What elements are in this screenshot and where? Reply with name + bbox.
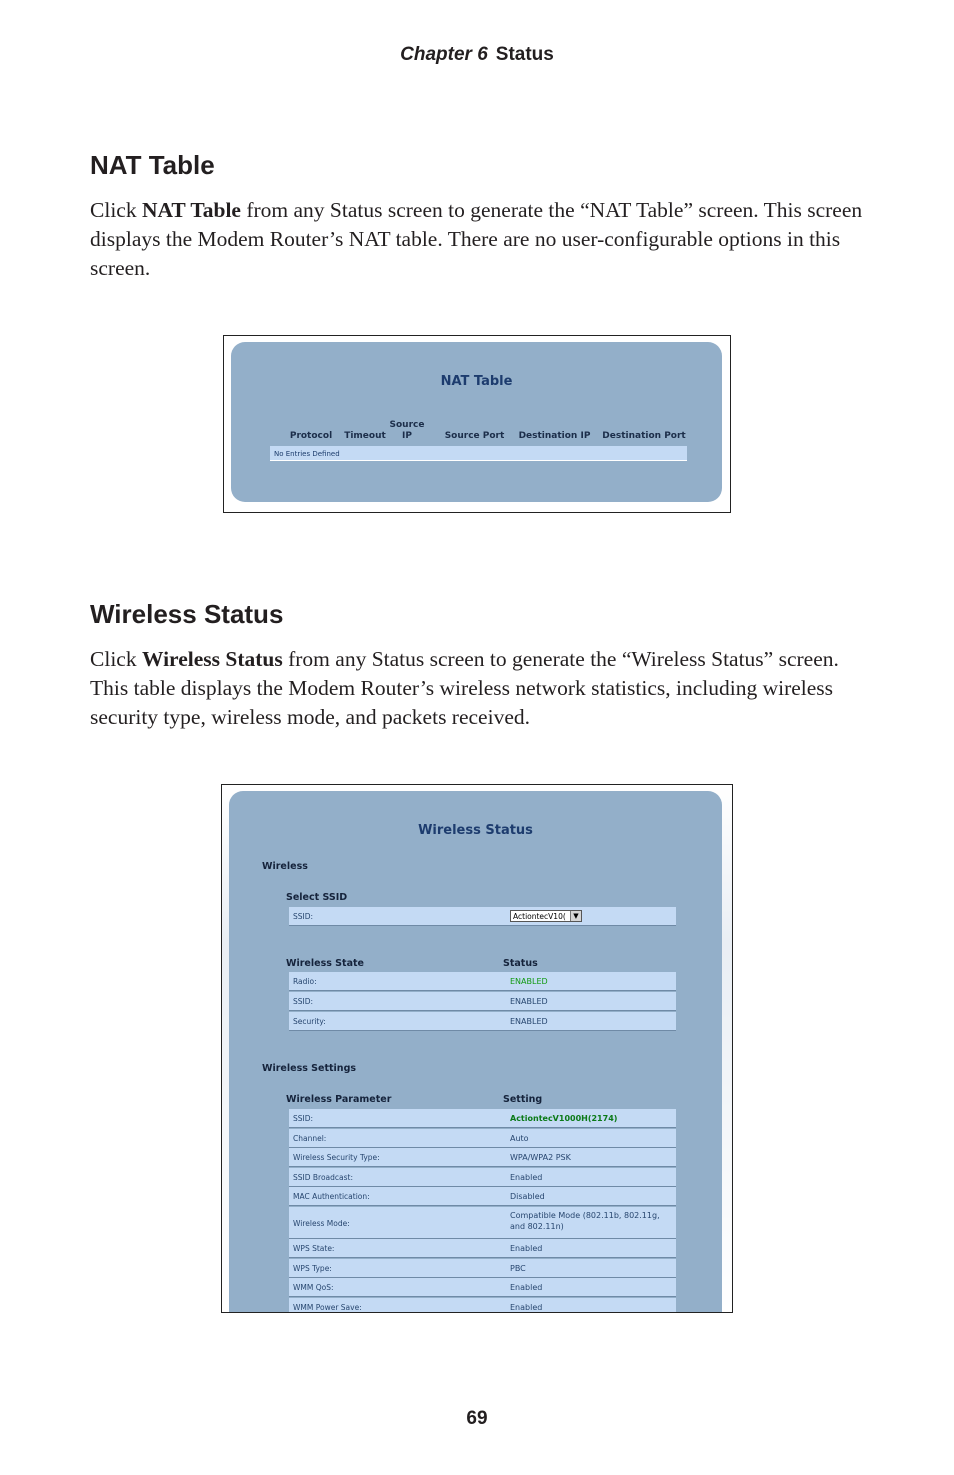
- settings-row: [289, 1187, 676, 1206]
- wireless-section-body: [90, 645, 880, 732]
- nat-section-body: [90, 196, 880, 283]
- settings-value: ActiontecV1000H(2174): [510, 1114, 618, 1123]
- settings-value: Enabled: [510, 1303, 543, 1312]
- wireless-panel-title: Wireless Status: [418, 823, 533, 838]
- nat-col-timeout: Timeout: [344, 431, 386, 441]
- settings-key: WMM Power Save:: [293, 1303, 362, 1312]
- wireless-group-label: Wireless: [262, 861, 308, 872]
- nat-empty-row: No Entries Defined: [270, 446, 687, 461]
- body-rest: from any Status screen to generate the “Wireless Status” screen. This table displays the Modem Router’s wireless network statistics, including wireless security type, wireless mode, and packets received.: [90, 647, 839, 729]
- settings-value: Compatible Mode (802.11b, 802.11g, and 802.11n): [510, 1211, 660, 1231]
- state-row-radio: [289, 972, 676, 991]
- settings-key: WPS State:: [293, 1244, 335, 1253]
- body-prefix: Click: [90, 647, 142, 671]
- settings-row: [289, 1168, 676, 1187]
- settings-value: WPA/WPA2 PSK: [510, 1153, 571, 1162]
- settings-value: Disabled: [510, 1192, 545, 1201]
- state-key: Radio:: [293, 977, 317, 986]
- state-header-left: Wireless State: [286, 958, 364, 969]
- ssid-select-row: [289, 907, 676, 926]
- wireless-section-heading: Wireless Status: [90, 599, 284, 629]
- settings-row: [289, 1129, 676, 1148]
- state-value: ENABLED: [510, 977, 548, 986]
- ssid-select-key: SSID:: [293, 912, 314, 921]
- chapter-label: Chapter 6: [400, 44, 488, 65]
- settings-key: WMM QoS:: [293, 1283, 334, 1292]
- settings-key: SSID Broadcast:: [293, 1173, 353, 1182]
- chevron-down-icon[interactable]: ▼: [570, 911, 581, 921]
- ssid-select-value: ActiontecV10(: [513, 912, 566, 921]
- settings-key: Wireless Security Type:: [293, 1153, 380, 1162]
- settings-value: PBC: [510, 1264, 526, 1273]
- state-value: ENABLED: [510, 997, 548, 1006]
- nat-col-source-port: Source Port: [444, 431, 505, 441]
- settings-row: [289, 1239, 676, 1258]
- settings-header-right: Setting: [503, 1094, 543, 1105]
- settings-key: WPS Type:: [293, 1264, 332, 1273]
- body-bold-link-name: Wireless Status: [141, 647, 283, 671]
- settings-value: Auto: [510, 1134, 529, 1143]
- settings-value: Enabled: [510, 1283, 543, 1292]
- nat-section-heading: NAT Table: [90, 150, 215, 180]
- state-value: ENABLED: [510, 1017, 548, 1026]
- settings-key: Wireless Mode:: [293, 1219, 350, 1228]
- nat-col-protocol: Protocol: [289, 431, 333, 441]
- settings-key: SSID:: [293, 1114, 314, 1123]
- settings-row: [289, 1259, 676, 1278]
- running-head: [0, 44, 954, 66]
- state-key: Security:: [293, 1017, 326, 1026]
- settings-row: [289, 1278, 676, 1297]
- nat-col-destination-ip: Destination IP: [518, 431, 591, 441]
- body-bold-link-name: NAT Table: [141, 198, 241, 222]
- settings-key: MAC Authentication:: [293, 1192, 370, 1201]
- wireless-status-screenshot: [221, 784, 733, 1313]
- settings-group-label: Wireless Settings: [262, 1063, 357, 1074]
- settings-value: Enabled: [510, 1173, 543, 1182]
- nat-panel-title: NAT Table: [440, 374, 513, 389]
- body-prefix: Click: [90, 198, 142, 222]
- settings-header-left: Wireless Parameter: [286, 1094, 392, 1105]
- settings-row: [289, 1109, 676, 1128]
- settings-row: [289, 1207, 676, 1239]
- nat-col-source-ip: Source IP: [389, 420, 425, 441]
- body-rest: from any Status screen to generate the “NAT Table” screen. This screen displays the Modem Router’s NAT table. There are no user-configurable options in this screen.: [90, 198, 863, 280]
- settings-row: [289, 1298, 676, 1313]
- state-row-ssid: [289, 992, 676, 1011]
- select-ssid-label: Select SSID: [286, 892, 348, 903]
- nat-table-screenshot: [223, 335, 731, 513]
- settings-row: [289, 1148, 676, 1167]
- state-row-security: [289, 1012, 676, 1031]
- state-header-right: Status: [503, 958, 538, 969]
- chapter-title: Status: [495, 44, 554, 65]
- nat-panel: [231, 342, 722, 502]
- wireless-panel: [229, 791, 722, 1313]
- page-number: 69: [466, 1408, 488, 1429]
- nat-col-destination-port: Destination Port: [602, 431, 686, 441]
- ssid-select[interactable]: [510, 910, 582, 922]
- state-key: SSID:: [293, 997, 314, 1006]
- settings-key: Channel:: [293, 1134, 327, 1143]
- settings-value: Enabled: [510, 1244, 543, 1253]
